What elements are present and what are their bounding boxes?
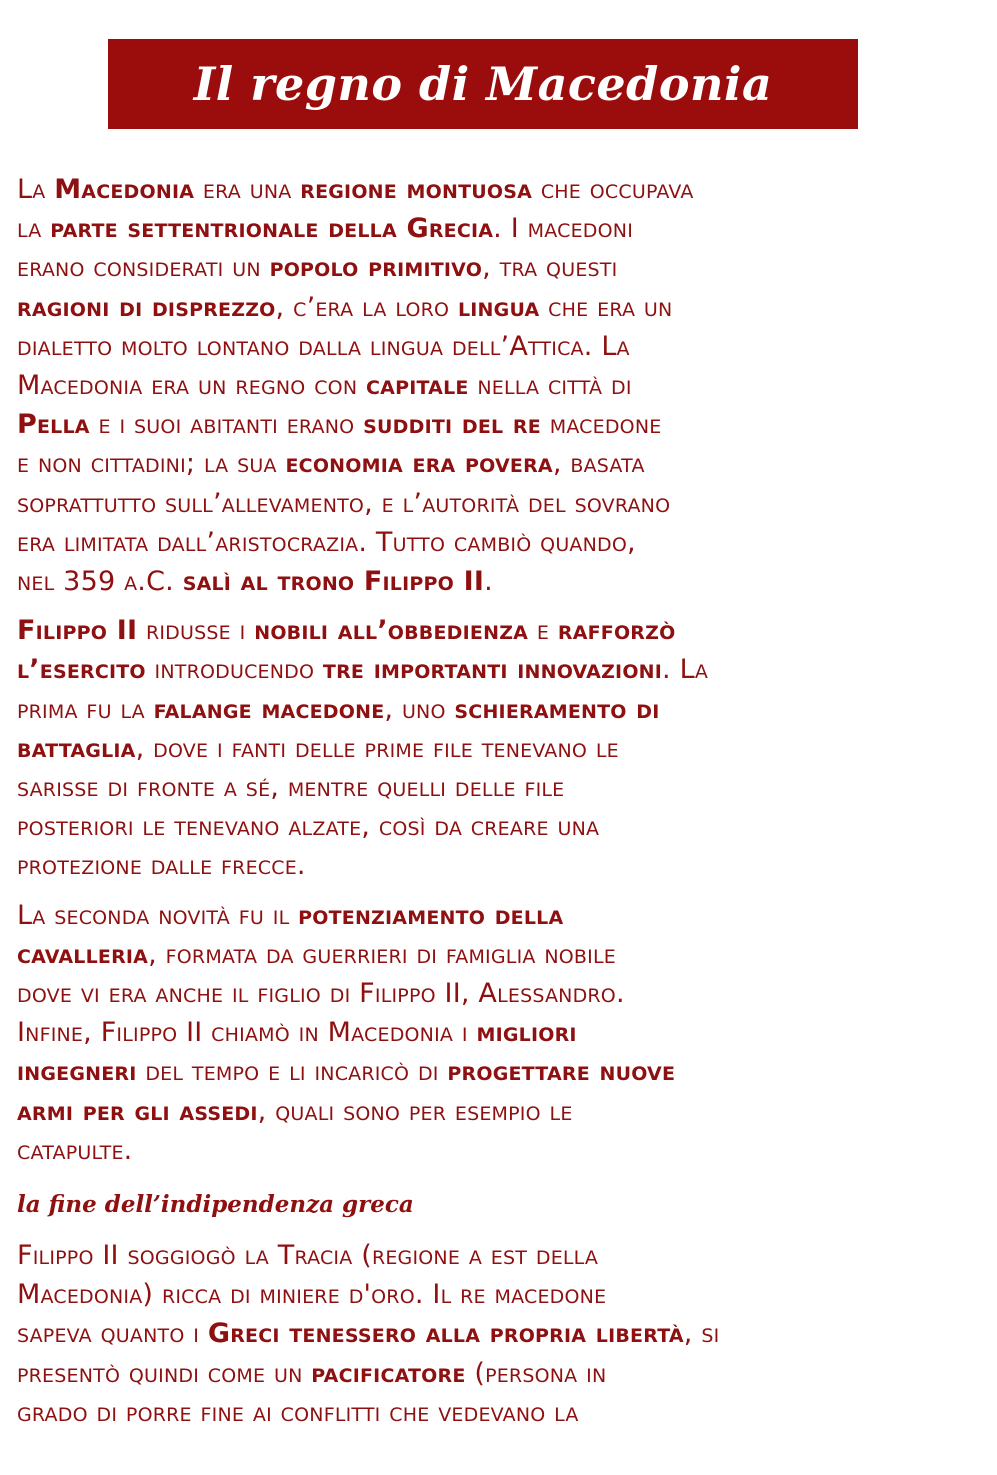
text-run: , si presentò quindi come un bbox=[17, 1318, 720, 1389]
text-run: nella città di bbox=[477, 370, 632, 402]
paragraph-2 bbox=[17, 611, 967, 885]
document-body bbox=[17, 170, 967, 1432]
paragraph-4 bbox=[17, 1236, 967, 1432]
text-run: Filippo II soggiogò la Tracia (regione a est della Macedonia) ricca di miniere d'oro. Il re macedone sapeva quanto i bbox=[17, 1240, 607, 1350]
text-run: che occupava la bbox=[17, 174, 694, 245]
bold-text: Macedonia bbox=[54, 174, 195, 205]
bold-text: falange macedone bbox=[153, 693, 385, 725]
bold-text: parte settentrionale della Grecia bbox=[50, 213, 494, 245]
text-run: ridusse i bbox=[137, 615, 255, 647]
page-title: Il regno di Macedonia bbox=[193, 57, 773, 111]
bold-text: Greci tenessero alla propria libertà bbox=[207, 1318, 684, 1350]
paragraph-3 bbox=[17, 896, 967, 1170]
bold-text: capitale bbox=[366, 370, 469, 402]
bold-text: rafforzò l’esercito bbox=[17, 615, 676, 686]
text-run: del tempo e li incaricò di bbox=[136, 1056, 448, 1088]
text-run: La seconda novità fu il bbox=[17, 899, 299, 931]
text-run: La bbox=[17, 174, 55, 205]
text-run: . La prima fu la bbox=[17, 654, 709, 725]
bold-text: lingua bbox=[457, 291, 540, 323]
text-run: era una bbox=[194, 174, 301, 205]
text-run: che era un dialetto molto lontano dalla lingua dell’Attica. La Macedonia era un regno con bbox=[17, 291, 673, 402]
text-run: , formata da guerrieri di famiglia nobile dove vi era anche il figlio di Filippo II, Alessandro. Infine, Filippo II chiamò in Macedonia i bbox=[17, 938, 625, 1049]
bold-text: economia era povera bbox=[285, 448, 553, 480]
bold-text: salì al trono Filippo II bbox=[182, 566, 485, 598]
bold-text: pacificatore bbox=[311, 1357, 466, 1389]
text-run: macedone e non cittadini; la sua bbox=[17, 409, 662, 480]
bold-text: schieramento di battaglia bbox=[17, 693, 660, 764]
bold-text: Pella bbox=[17, 409, 90, 441]
text-run: , basata soprattutto sull’allevamento, e l’autorità del sovrano era limitata dall’aristocrazia. Tutto cambiò quando, nel 359 a.C. bbox=[17, 448, 671, 598]
text-run: , dove i fanti delle prime file tenevano le sarisse di fronte a sé, mentre quelli delle file posteriori le tenevano alzate, così da creare una protezione dalle frecce. bbox=[17, 732, 619, 882]
bold-text: popolo primitivo bbox=[269, 252, 483, 284]
bold-text: Filippo II bbox=[17, 615, 138, 647]
section-subheading: la fine dell’indipendenza greca bbox=[17, 1191, 414, 1219]
text-run: (persona in grado di porre fine ai conflitti che vedevano la bbox=[17, 1357, 607, 1428]
bold-text: tre importanti innovazioni bbox=[322, 654, 663, 686]
bold-text: regione montuosa bbox=[300, 174, 533, 205]
text-run: e bbox=[528, 615, 558, 647]
bold-text: nobili all’obbedienza bbox=[254, 615, 529, 647]
bold-text: progettare nuove armi per gli assedi bbox=[17, 1056, 676, 1127]
title-banner bbox=[108, 39, 858, 129]
bold-text: sudditi del re bbox=[363, 409, 541, 441]
text-run: introducendo bbox=[145, 654, 323, 686]
text-run: , uno bbox=[384, 693, 455, 725]
text-run: e i suoi abitanti erano bbox=[89, 409, 364, 441]
text-run: . I macedoni erano considerati un bbox=[17, 213, 634, 284]
text-run: , c’era la loro bbox=[275, 291, 458, 323]
bold-text: ragioni di disprezzo bbox=[17, 291, 276, 323]
paragraph-1 bbox=[17, 170, 967, 601]
text-run: , tra questi bbox=[482, 252, 618, 284]
text-run: . bbox=[484, 566, 493, 598]
bold-text: migliori ingegneri bbox=[17, 1017, 577, 1088]
bold-text: potenziamento della cavalleria bbox=[17, 899, 564, 970]
text-run: , quali sono per esempio le catapulte. bbox=[17, 1095, 573, 1166]
